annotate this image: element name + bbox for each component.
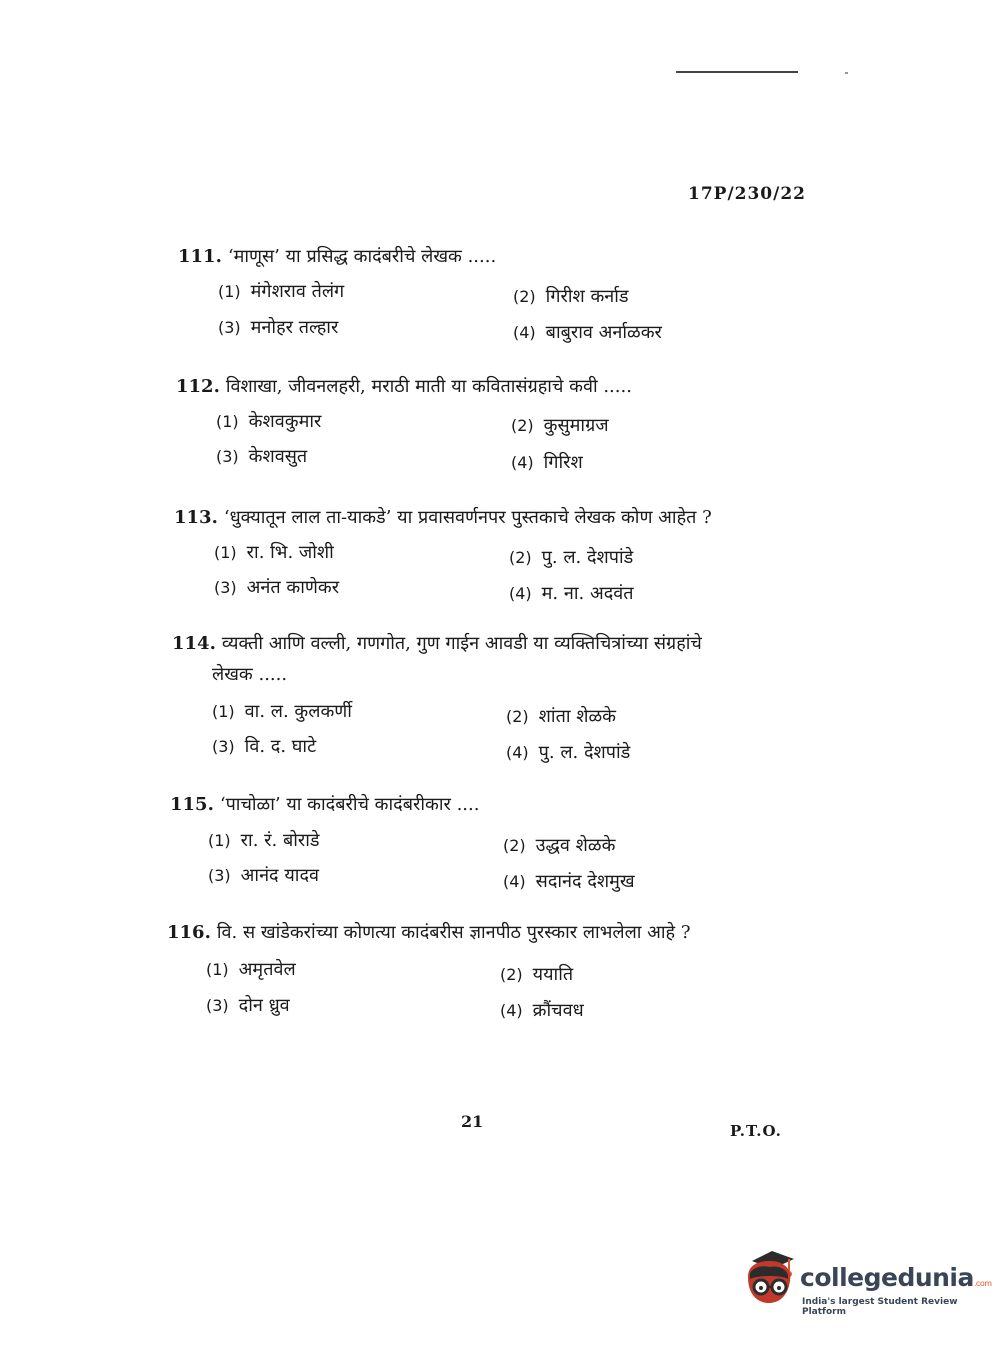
paper-code: 17P/230/22 (688, 184, 807, 204)
question-text: व्यक्ती आणि वल्ली, गणगोत, गुण गाईन आवडी या व्यक्तिचित्रांच्या संग्रहांचे (221, 633, 702, 654)
mascot-icon (742, 1247, 802, 1317)
option-4 (506, 740, 630, 764)
option-text: अनंत काणेकर (246, 577, 340, 598)
option-2 (503, 833, 615, 857)
page-number: 21 (461, 1112, 484, 1131)
option-number: (3) (214, 578, 237, 597)
option-4 (509, 581, 634, 605)
question-stem (174, 505, 712, 529)
option-text: केशवसुत (248, 446, 308, 467)
option-number: (1) (214, 543, 237, 562)
option-number: (1) (212, 702, 235, 721)
option-text: शांता शेळके (538, 706, 616, 727)
brand-suffix: .com (973, 1279, 992, 1288)
option-number: (1) (208, 831, 231, 850)
option-text: ययाति (532, 964, 574, 985)
question-number: 112. (176, 376, 220, 397)
option-4 (511, 450, 583, 474)
top-rule (676, 71, 798, 73)
option-text: वा. ल. कुलकर्णी (244, 701, 352, 722)
option-2 (500, 962, 573, 986)
option-text: क्रौंचवध (532, 1000, 584, 1021)
option-text: कुसुमाग्रज (543, 415, 609, 436)
option-text: मंगेशराव तेलंग (250, 281, 345, 302)
option-number: (4) (506, 743, 529, 762)
option-number: (1) (218, 282, 241, 301)
option-1 (218, 279, 344, 303)
option-text: गिरिश (543, 452, 583, 473)
option-number: (3) (206, 996, 229, 1015)
question-text: वि. स खांडेकरांच्या कोणत्या कादंबरीस ज्ञानपीठ पुरस्कार लाभलेला आहे ? (216, 922, 691, 943)
option-1 (216, 409, 321, 433)
question-text-line-2: लेखक ..... (212, 664, 288, 685)
option-number: (2) (500, 965, 523, 984)
option-number: (1) (206, 960, 229, 979)
option-1 (208, 828, 320, 852)
option-2 (509, 545, 633, 569)
option-4 (513, 320, 662, 344)
option-4 (503, 869, 635, 893)
option-number: (2) (511, 416, 534, 435)
option-number: (2) (513, 287, 536, 306)
option-number: (4) (511, 453, 534, 472)
option-3 (208, 863, 319, 887)
question-stem (167, 920, 691, 944)
option-number: (4) (503, 872, 526, 891)
option-number: (3) (208, 866, 231, 885)
question-text: विशाखा, जीवनलहरी, मराठी माती या कवितासंग्रहाचे कवी ..... (225, 376, 632, 397)
option-number: (4) (509, 584, 532, 603)
option-4 (500, 998, 584, 1022)
question-text: ‘माणूस’ या प्रसिद्ध कादंबरीचे लेखक ..... (227, 246, 497, 267)
option-text: रा. रं. बोराडे (240, 830, 320, 851)
option-number: (3) (216, 447, 239, 466)
option-text: केशवकुमार (248, 411, 322, 432)
option-number: (3) (212, 737, 235, 756)
option-text: उद्धव शेळके (535, 835, 616, 856)
option-1 (212, 699, 352, 723)
brand-name (800, 1263, 992, 1292)
option-3 (218, 315, 338, 339)
pto-label: P.T.O. (730, 1122, 782, 1140)
question-number: 116. (167, 922, 211, 943)
option-text: सदानंद देशमुख (535, 871, 635, 892)
option-number: (4) (500, 1001, 523, 1020)
option-number: (2) (506, 707, 529, 726)
brand-text: collegedunia (800, 1263, 974, 1292)
question-stem (170, 792, 479, 816)
question-stem (176, 374, 632, 398)
question-stem (172, 631, 702, 655)
brand-tagline: India's largest Student Review Platform (802, 1297, 958, 1317)
option-text: पु. ल. देशपांडे (541, 547, 634, 568)
option-3 (216, 444, 307, 468)
question-number: 111. (178, 246, 222, 267)
option-3 (212, 734, 316, 758)
option-text: वि. द. घाटे (244, 736, 317, 757)
question-stem (178, 244, 496, 268)
option-text: आनंद यादव (240, 865, 320, 886)
option-2 (506, 704, 616, 728)
option-2 (511, 413, 609, 437)
option-text: गिरीश कर्नाड (545, 286, 629, 307)
option-text: म. ना. अदवंत (541, 583, 634, 604)
option-text: पु. ल. देशपांडे (538, 742, 631, 763)
option-number: (4) (513, 323, 536, 342)
option-1 (206, 957, 296, 981)
option-3 (214, 575, 339, 599)
option-2 (513, 284, 629, 308)
top-mark (845, 72, 848, 74)
question-number: 114. (172, 633, 216, 654)
option-text: अमृतवेल (238, 959, 296, 980)
option-number: (2) (503, 836, 526, 855)
option-text: मनोहर तल्हार (250, 317, 339, 338)
option-text: दोन ध्रुव (238, 995, 290, 1016)
question-number: 113. (174, 507, 218, 528)
option-number: (2) (509, 548, 532, 567)
option-number: (1) (216, 412, 239, 431)
collegedunia-watermark (742, 1247, 992, 1317)
question-number: 115. (170, 794, 214, 815)
question-text: ‘धुक्यातून लाल ता-याकडे’ या प्रवासवर्णनपर पुस्तकाचे लेखक कोण आहेत ? (223, 507, 712, 528)
option-number: (3) (218, 318, 241, 337)
option-3 (206, 993, 290, 1017)
option-text: बाबुराव अर्नाळकर (545, 322, 662, 343)
question-text: ‘पाचोळा’ या कादंबरीचे कादंबरीकार .... (219, 794, 480, 815)
option-1 (214, 540, 334, 564)
option-text: रा. भि. जोशी (246, 542, 334, 563)
